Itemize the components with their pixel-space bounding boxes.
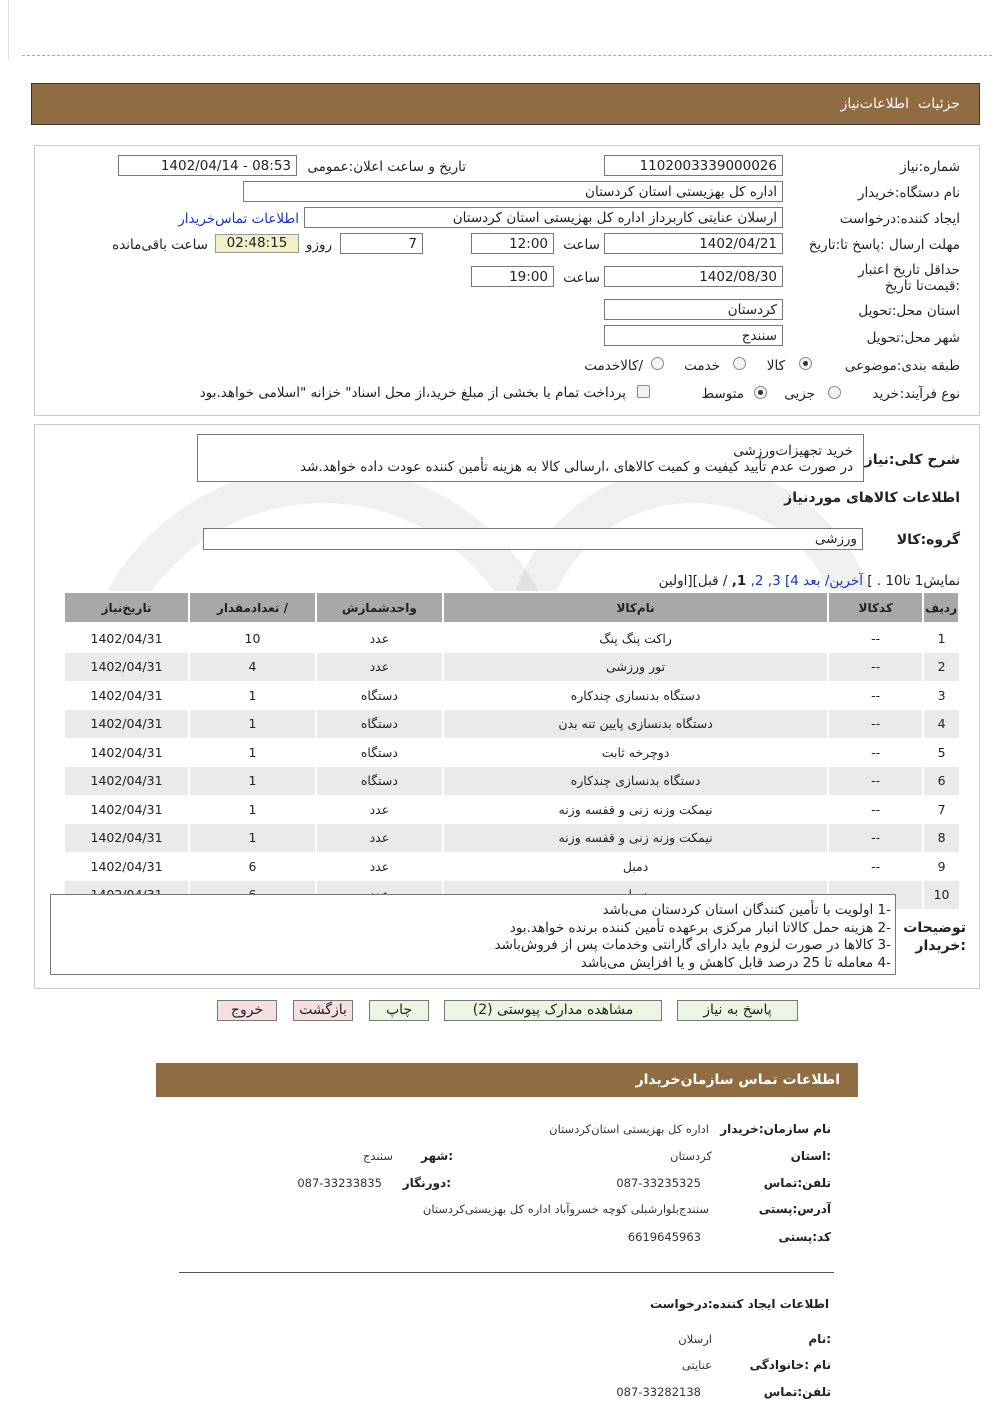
- item-code: --: [828, 653, 923, 682]
- col-row: ردیف: [923, 592, 959, 623]
- item-name: نیمکت وزنه زنی و قفسه وزنه: [443, 824, 828, 853]
- remaining-timer: 02:48:15: [215, 234, 299, 253]
- validity-date-field: 1402/08/30: [604, 266, 783, 287]
- province-field: کردستان: [604, 299, 783, 320]
- col-qty: / تعدادمقدار: [189, 592, 316, 623]
- item-code: --: [828, 738, 923, 767]
- description-box: [197, 434, 864, 482]
- item-code: --: [828, 824, 923, 853]
- description-label: شرح کلی:نیاز: [864, 452, 960, 468]
- details-header: [31, 83, 980, 125]
- creator-label: ایجاد کننده:درخواست: [839, 211, 960, 227]
- buyer-org-field: اداره کل بهزیستی استان کردستان: [243, 181, 783, 202]
- phone-value: 087-33235325: [616, 1176, 701, 1190]
- creator-phone-value: 087-33282138: [616, 1385, 701, 1399]
- item-name: دستگاه بدنسازی چندکاره: [443, 681, 828, 710]
- process-label: نوع فرآیند:: [899, 386, 960, 402]
- row-number: 8: [923, 824, 959, 853]
- row-number: 4: [923, 710, 959, 739]
- process-medium-label: متوسط: [701, 386, 744, 402]
- top-divider: [22, 55, 992, 56]
- table-row: [64, 710, 959, 739]
- col-name: نام‌کالا: [443, 592, 828, 623]
- creator-field: ارسلان عنایتی کاربرداز اداره کل بهزیستی استان کردستان: [304, 207, 783, 228]
- item-unit: عدد: [316, 795, 443, 824]
- pagination-page-4[interactable]: 4]: [784, 573, 799, 589]
- item-code: --: [828, 623, 923, 653]
- row-number: 7: [923, 795, 959, 824]
- fax-value: 087-33233835: [297, 1176, 382, 1190]
- contact-title: اطلاعات تماس سازمان‌خریدار: [635, 1072, 840, 1088]
- item-unit: عدد: [316, 623, 443, 653]
- pagination-next[interactable]: بعد: [803, 573, 821, 589]
- process-minor-label: جزیی: [784, 386, 815, 402]
- buyer-org-label: نام دستگاه:خریدار: [857, 185, 960, 201]
- category-service-radio[interactable]: [733, 357, 746, 370]
- deadline-time-field: 12:00: [471, 233, 554, 254]
- item-qty: 1: [189, 767, 316, 796]
- treasury-payment-checkbox[interactable]: [637, 385, 650, 398]
- goods-table: [63, 591, 960, 909]
- pagination-prev-first: / قبل][اولین: [658, 573, 728, 589]
- need-number-label: شماره:نیاز: [900, 159, 960, 175]
- table-row: [64, 795, 959, 824]
- tab-need-info[interactable]: اطلاعات‌نیاز: [840, 96, 909, 112]
- pagination-page-3[interactable]: 3,: [767, 573, 781, 589]
- item-date: 1402/04/31: [64, 653, 189, 682]
- item-qty: 1: [189, 824, 316, 853]
- remaining-label: ساعت باقی‌مانده: [112, 237, 208, 253]
- process-medium-radio[interactable]: [754, 386, 767, 399]
- table-row: [64, 681, 959, 710]
- item-date: 1402/04/31: [64, 852, 189, 881]
- buyer-notes-label-line-2: :خریدار: [915, 938, 966, 954]
- deadline-date-field: 1402/04/21: [604, 233, 783, 254]
- item-unit: عدد: [316, 852, 443, 881]
- reply-button[interactable]: پاسخ به نیاز: [677, 1000, 798, 1021]
- validity-time-field: 19:00: [471, 266, 554, 287]
- item-name: دمبل: [443, 852, 828, 881]
- item-code: --: [828, 767, 923, 796]
- validity-label: حداقل تاریخ اعتبار :قیمت‌تا تاریخ: [858, 262, 960, 294]
- city-contact-label: :شهر: [421, 1149, 453, 1163]
- table-row: [64, 738, 959, 767]
- view-attachments-button[interactable]: مشاهده مدارک پیوستی (2): [444, 1000, 662, 1021]
- page-edge-line: [8, 0, 9, 60]
- item-name: راکت پنگ پنگ: [443, 623, 828, 653]
- item-name: دستگاه بدنسازی چندکاره: [443, 767, 828, 796]
- goods-group-field: ورزشی: [203, 528, 863, 550]
- pagination-page-1: 1,: [731, 573, 747, 589]
- org-label: نام سازمان:خریدار: [720, 1122, 831, 1136]
- row-number: 1: [923, 623, 959, 653]
- item-qty: 4: [189, 653, 316, 682]
- announce-field: 1402/04/14 - 08:53: [118, 155, 297, 176]
- pagination-page-2[interactable]: 2,: [750, 573, 764, 589]
- goods-info-title: اطلاعات کالاهای موردنیاز: [784, 490, 960, 506]
- row-number: 6: [923, 767, 959, 796]
- item-qty: 10: [189, 623, 316, 653]
- buyer-notes-box: [50, 894, 896, 975]
- province-label: استان محل:تحویل: [858, 303, 960, 319]
- process-buy-label: خرید: [872, 386, 899, 402]
- back-button[interactable]: بازگشت: [293, 1000, 353, 1021]
- pagination-range: نمایش1 تا10 . ]: [867, 573, 960, 589]
- table-row: [64, 824, 959, 853]
- creator-phone-label: تلفن:تماس: [763, 1385, 831, 1399]
- goods-group-label: گروه:کالا: [896, 532, 960, 548]
- contact-header: [156, 1063, 858, 1097]
- item-unit: دستگاه: [316, 710, 443, 739]
- deadline-time-label: ساعت: [563, 237, 600, 253]
- item-qty: 1: [189, 710, 316, 739]
- item-name: دستگاه بدنسازی پایین تنه بدن: [443, 710, 828, 739]
- table-row: [64, 623, 959, 653]
- item-unit: دستگاه: [316, 681, 443, 710]
- buyer-note-line: -2 هزینه حمل کالاتا انبار مرکزی برعهده تأمین کننده برنده خواهد.بود: [509, 919, 891, 936]
- buyer-note-line: -4 معامله تا 25 درصد قابل کاهش و یا افزایش می‌باشد: [580, 954, 891, 971]
- table-row: [64, 653, 959, 682]
- item-date: 1402/04/31: [64, 824, 189, 853]
- description-line-2: در صورت عدم تأیید کیفیت و کمیت کالاهای ،ارسالی کالا به هزینه تأمین کننده عودت داده خواهد.شد: [300, 459, 853, 475]
- name-label: :نام: [808, 1332, 831, 1346]
- item-date: 1402/04/31: [64, 738, 189, 767]
- row-number: 9: [923, 852, 959, 881]
- pagination-last[interactable]: آخرین/: [824, 573, 863, 589]
- item-date: 1402/04/31: [64, 623, 189, 653]
- buyer-contact-link[interactable]: اطلاعات تماس‌خریدار: [178, 211, 299, 227]
- city-contact-value: سنندج: [362, 1149, 393, 1163]
- announce-label: تاریخ و ساعت اعلان:عمومی: [307, 159, 466, 175]
- item-code: --: [828, 852, 923, 881]
- category-goods-service-label: /کالاخدمت: [584, 358, 643, 374]
- deadline-label: مهلت ارسال :پاسخ تا:تاریخ: [808, 237, 960, 253]
- buyer-notes-label: [903, 919, 966, 955]
- row-number: 3: [923, 681, 959, 710]
- city-field: سنندج: [604, 325, 783, 346]
- city-label: شهر محل:تحویل: [866, 330, 960, 346]
- item-code: --: [828, 681, 923, 710]
- validity-time-label: ساعت: [563, 270, 600, 286]
- col-code: کدکالا: [828, 592, 923, 623]
- days-label: روزو: [305, 237, 332, 253]
- row-number: 10: [923, 881, 959, 910]
- category-service-label: خدمت: [684, 358, 720, 374]
- table-row: [64, 767, 959, 796]
- description-line-1: خرید تجهیزات‌ورزشی: [733, 443, 853, 459]
- col-unit: واحدشمارش: [316, 592, 443, 623]
- category-goods-service-radio[interactable]: [651, 357, 664, 370]
- item-qty: 1: [189, 681, 316, 710]
- postal-value: 6619645963: [627, 1230, 701, 1244]
- item-qty: 1: [189, 795, 316, 824]
- item-unit: عدد: [316, 824, 443, 853]
- item-name: دوچرخه ثابت: [443, 738, 828, 767]
- item-name: نیمکت وزنه زنی و قفسه وزنه: [443, 795, 828, 824]
- category-goods-label: کالا: [766, 358, 785, 374]
- buyer-note-line: -3 کالاها در صورت لزوم باید دارای گارانتی وخدمات پس از فروش‌باشد: [494, 937, 891, 953]
- family-label: نام :خانوادگی: [749, 1358, 831, 1372]
- item-qty: 1: [189, 738, 316, 767]
- family-value: عنایتی: [681, 1358, 712, 1372]
- treasury-payment-note: پرداخت تمام یا بخشی از مبلغ خرید،از محل اسناد" خزانه "اسلامی خواهد.بود: [199, 385, 626, 401]
- province-contact-value: کردستان: [670, 1149, 712, 1163]
- item-date: 1402/04/31: [64, 795, 189, 824]
- province-contact-label: :استان: [790, 1149, 831, 1163]
- item-code: --: [828, 795, 923, 824]
- category-goods-radio[interactable]: [799, 357, 812, 370]
- table-row: [64, 852, 959, 881]
- row-number: 5: [923, 738, 959, 767]
- org-value: اداره کل بهزیستی استان‌کردستان: [549, 1122, 709, 1136]
- item-unit: دستگاه: [316, 767, 443, 796]
- row-number: 2: [923, 653, 959, 682]
- fax-label: :دورنگار: [402, 1176, 451, 1190]
- item-unit: عدد: [316, 653, 443, 682]
- name-value: ارسلان: [678, 1332, 712, 1346]
- days-field: 7: [340, 233, 423, 254]
- buyer-note-line: -1 اولویت با تأمین کنندگان استان کردستان می‌باشد: [602, 902, 891, 918]
- need-number-field: 1102003339000026: [604, 155, 783, 176]
- item-unit: دستگاه: [316, 738, 443, 767]
- tab-details[interactable]: جزئیات: [918, 96, 960, 112]
- address-value: سنندج‌بلوارشبلی کوچه خسروآباد اداره کل بهزیستی‌کردستان: [422, 1202, 709, 1216]
- item-name: تور ورزشی: [443, 653, 828, 682]
- process-minor-radio[interactable]: [828, 386, 841, 399]
- item-code: --: [828, 710, 923, 739]
- goods-table-header: [64, 592, 959, 623]
- print-button[interactable]: چاپ: [369, 1000, 429, 1021]
- postal-label: کد:پستی: [778, 1230, 831, 1244]
- item-date: 1402/04/31: [64, 710, 189, 739]
- exit-button[interactable]: خروج: [217, 1000, 277, 1021]
- phone-label: تلفن:تماس: [763, 1176, 831, 1190]
- item-qty: 6: [189, 852, 316, 881]
- buyer-notes-label-line-1: توضیحات: [903, 920, 966, 936]
- pagination: [659, 573, 960, 589]
- col-date: تاریخ‌نیاز: [64, 592, 189, 623]
- item-date: 1402/04/31: [64, 767, 189, 796]
- category-label: طبقه بندی:موضوعی: [844, 358, 960, 374]
- creator-info-title: اطلاعات ایجاد کننده:درخواست: [649, 1297, 829, 1311]
- address-label: آدرس:پستی: [758, 1202, 831, 1216]
- item-date: 1402/04/31: [64, 681, 189, 710]
- contact-divider: [179, 1272, 834, 1273]
